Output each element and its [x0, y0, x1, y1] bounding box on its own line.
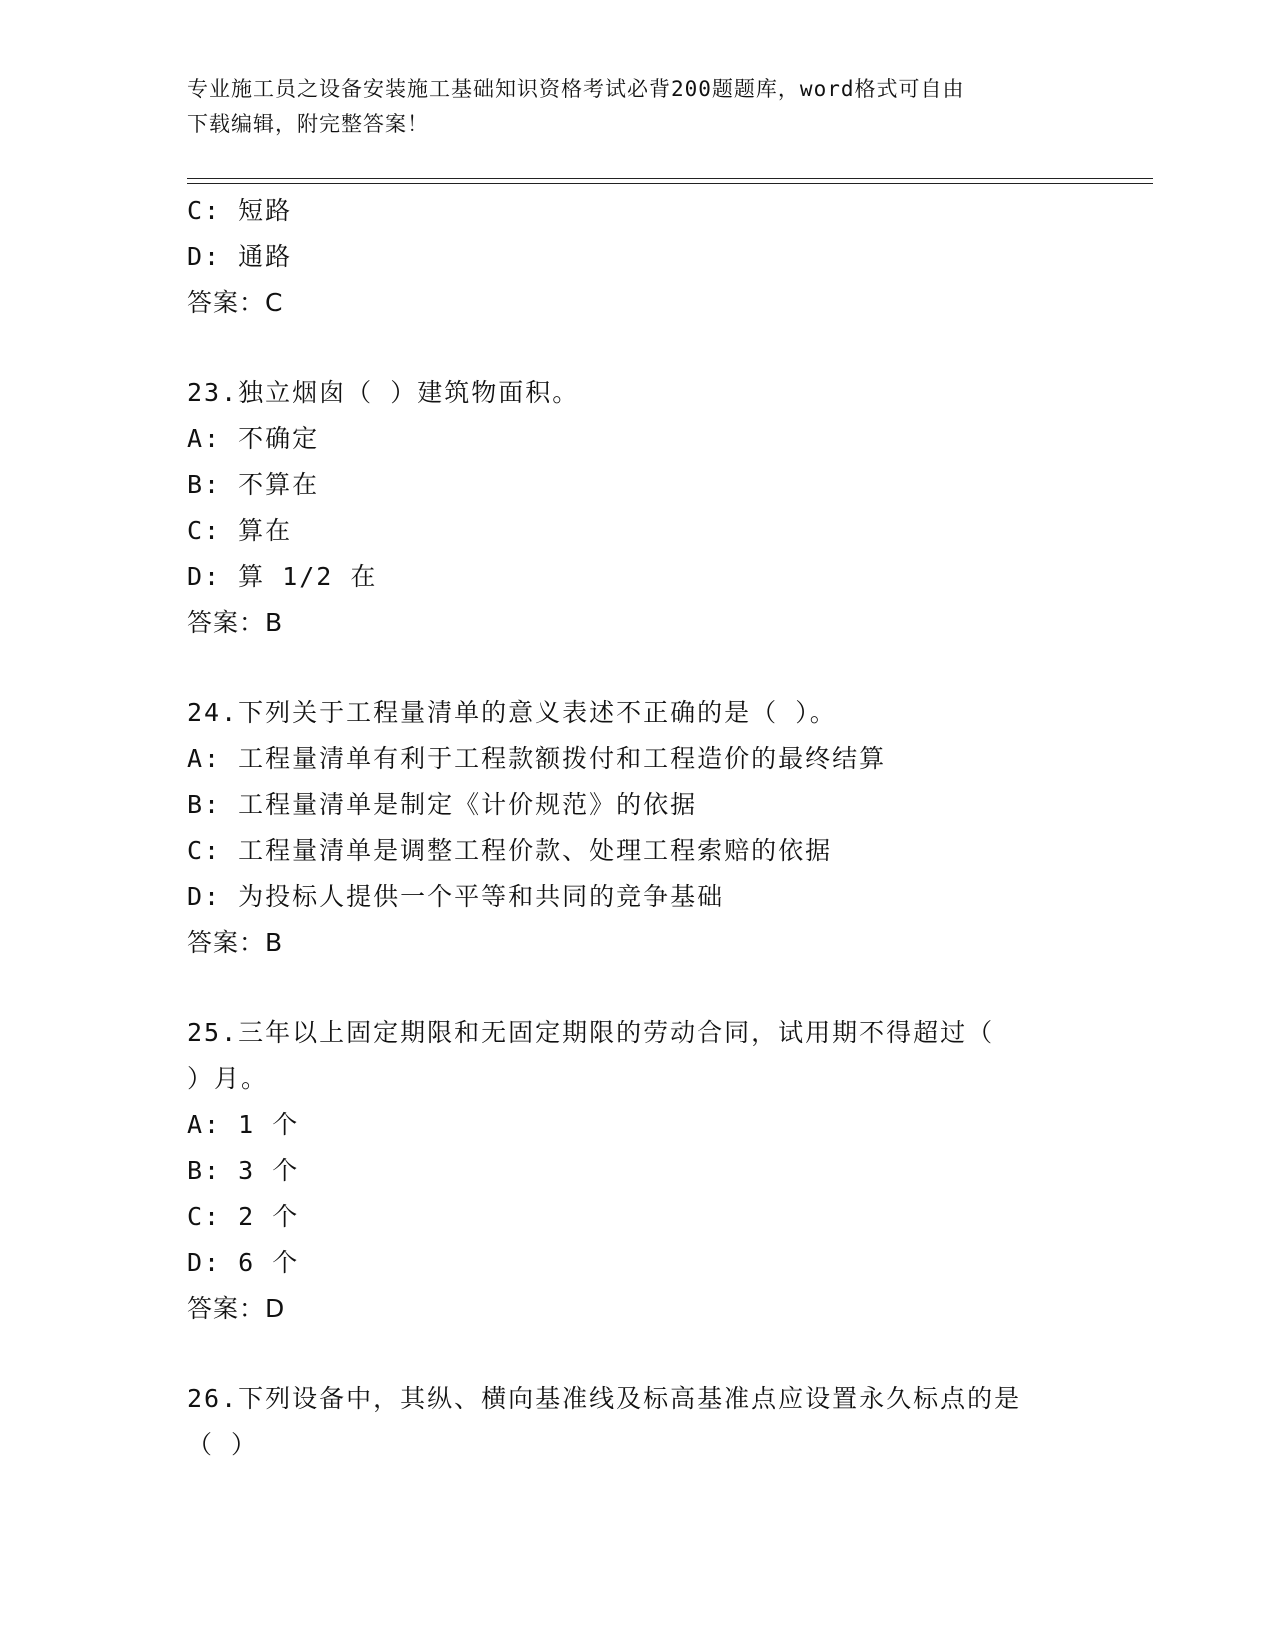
header-line-2: 下载编辑，附完整答案！: [187, 112, 429, 136]
answer-line: 答案：C: [187, 288, 284, 317]
option-line: C: 短路: [187, 196, 293, 225]
option-line: D: 为投标人提供一个平等和共同的竞争基础: [187, 882, 725, 911]
question-block-24: [187, 690, 1087, 966]
question-block-23: [187, 370, 1087, 646]
option-line: D: 6 个: [187, 1248, 300, 1277]
answer-line: 答案：B: [187, 928, 284, 957]
answer-line: 答案：B: [187, 608, 284, 637]
option-line: A: 不确定: [187, 424, 320, 453]
question-text-continued: （ ）: [187, 1430, 259, 1459]
header-rule-top: [187, 178, 1153, 179]
option-line: A: 工程量清单有利于工程款额拨付和工程造价的最终结算: [187, 744, 887, 773]
option-line: C: 2 个: [187, 1202, 300, 1231]
question-text: 23.独立烟囱（ ）建筑物面积。: [187, 378, 580, 407]
question-text: 25.三年以上固定期限和无固定期限的劳动合同，试用期不得超过（: [187, 1018, 995, 1047]
question-block-26: [187, 1376, 1087, 1468]
option-line: D: 算 1/2 在: [187, 562, 378, 591]
option-line: B: 不算在: [187, 470, 320, 499]
option-line: C: 工程量清单是调整工程价款、处理工程索赔的依据: [187, 836, 833, 865]
header-rule-bottom: [187, 183, 1153, 184]
document-content: [187, 188, 1087, 1468]
option-line: D: 通路: [187, 242, 293, 271]
question-block-22: [187, 188, 1087, 326]
question-block-25: [187, 1010, 1087, 1332]
option-line: B: 3 个: [187, 1156, 300, 1185]
header-line-1: 专业施工员之设备安装施工基础知识资格考试必背200题题库，word格式可自由: [187, 77, 965, 101]
question-text: 26.下列设备中，其纵、横向基准线及标高基准点应设置永久标点的是: [187, 1384, 1022, 1413]
option-line: B: 工程量清单是制定《计价规范》的依据: [187, 790, 698, 819]
answer-line: 答案：D: [187, 1294, 286, 1323]
question-text-continued: ）月。: [187, 1064, 269, 1093]
question-text: 24.下列关于工程量清单的意义表述不正确的是（ ）。: [187, 698, 837, 727]
document-header: [187, 72, 1087, 142]
option-line: A: 1 个: [187, 1110, 300, 1139]
option-line: C: 算在: [187, 516, 293, 545]
